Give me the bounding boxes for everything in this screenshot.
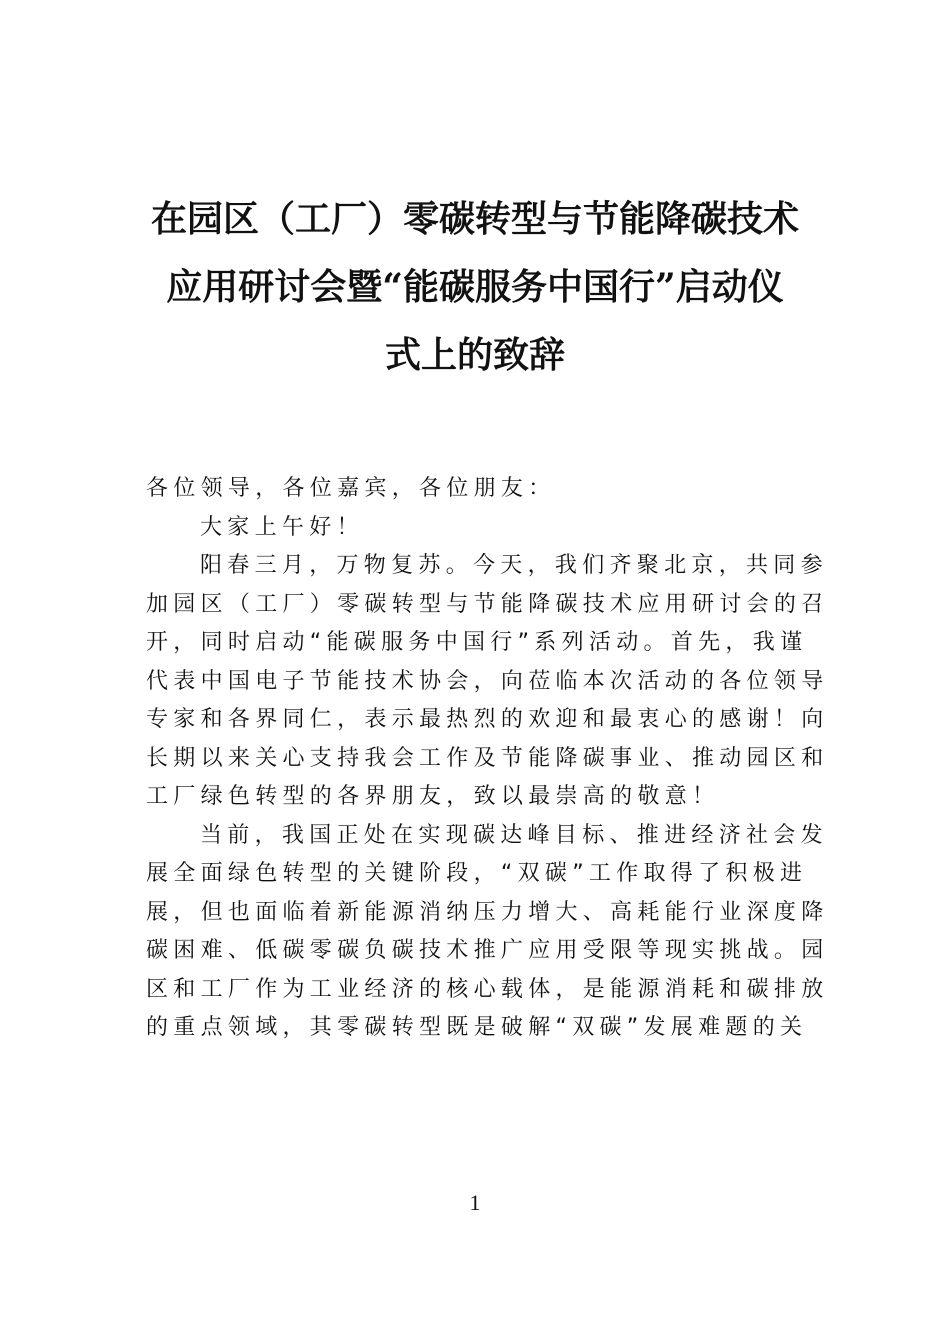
paragraph-line: 代表中国电子节能技术协会，向莅临本次活动的各位领导: [146, 668, 829, 694]
paragraph-line: 工厂绿色转型的各界朋友，致以最崇高的敬意！: [146, 784, 720, 809]
title-line: 在园区（工厂）零碳转型与节能降碳技术: [150, 198, 799, 240]
paragraph-line: 的重点领域，其零碳转型既是破解“双碳”发展难题的关: [146, 1015, 808, 1040]
paragraph-line: 加园区（工厂）零碳转型与节能降碳技术应用研讨会的召: [146, 591, 829, 617]
paragraph-line: 开，同时启动“能碳服务中国行”系列活动。首先，我谨: [146, 630, 808, 655]
greeting: 大家上午好！: [200, 514, 364, 540]
document-body: [146, 470, 829, 1048]
title-line: 应用研讨会暨“能碳服务中国行”启动仪: [166, 266, 784, 308]
paragraph-line: 展全面绿色转型的关键阶段，“双碳”工作取得了积极进: [146, 861, 808, 886]
paragraph-line: 当前，我国正处在实现碳达峰目标、推进经济社会发: [200, 822, 828, 848]
paragraph-line: 阳春三月，万物复苏。今天，我们齐聚北京，共同参: [200, 553, 828, 578]
page-number: 1: [469, 1190, 481, 1215]
title-line: 式上的致辞: [384, 334, 565, 376]
paragraph-line: 碳困难、低碳零碳负碳技术推广应用受限等现实挑战。园: [146, 938, 829, 963]
paragraph-line: 展，但也面临着新能源消纳压力增大、高耗能行业深度降: [146, 899, 829, 925]
paragraph-2: [146, 817, 829, 1048]
paragraph-line: 长期以来关心支持我会工作及节能降碳事业、推动园区和: [146, 745, 829, 771]
document-title: [140, 185, 810, 389]
paragraph-line: 区和工厂作为工业经济的核心载体，是能源消耗和碳排放: [146, 976, 829, 1002]
paragraph-line: 专家和各界同仁，表示最热烈的欢迎和最衷心的感谢！向: [146, 707, 829, 732]
salutation: 各位领导，各位嘉宾，各位朋友：: [146, 476, 556, 501]
paragraph-1: [146, 547, 829, 817]
